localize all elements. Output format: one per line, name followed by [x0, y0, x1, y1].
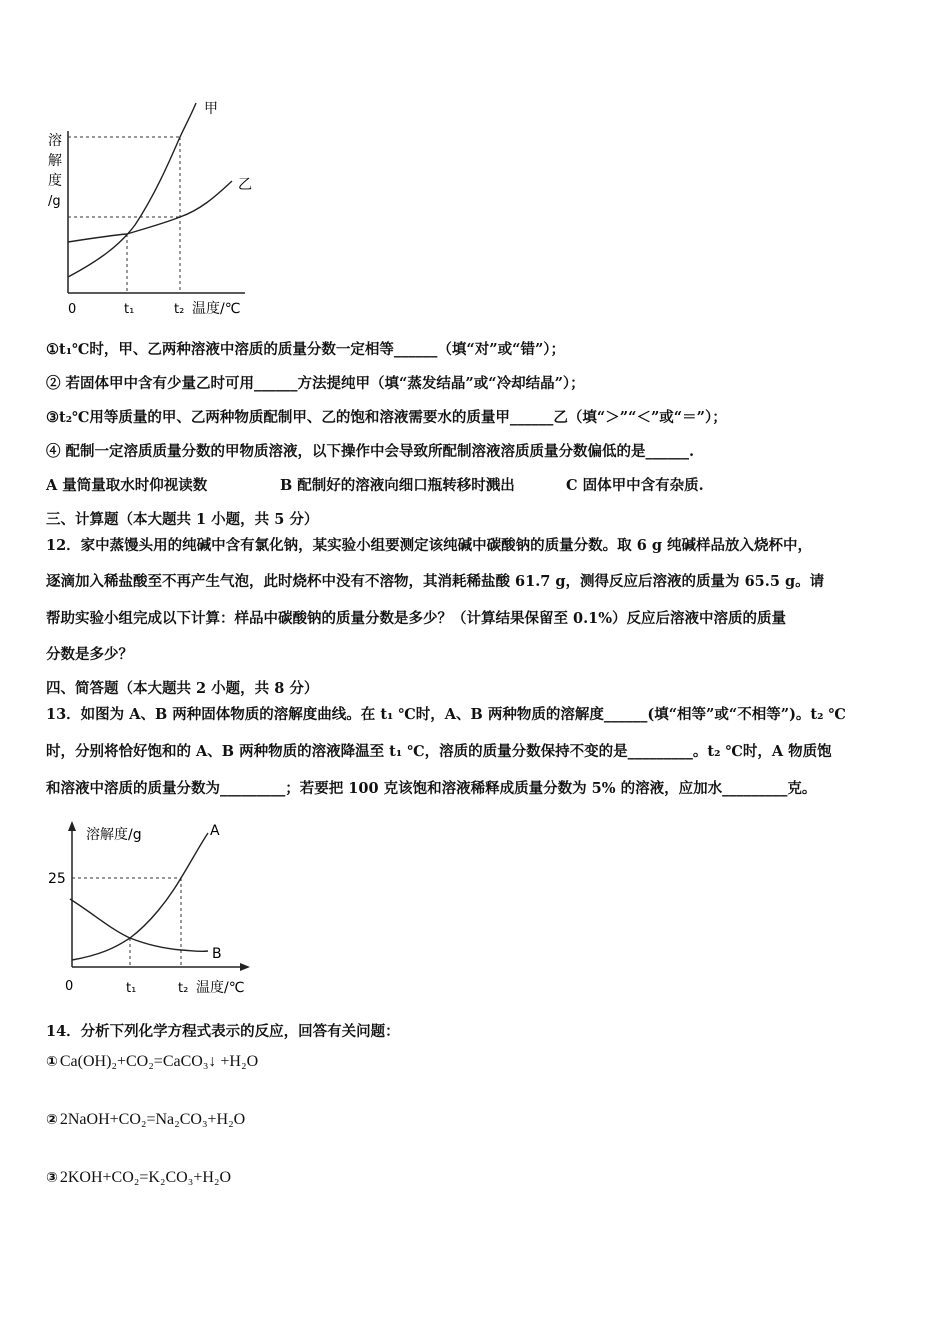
chart2-xtick-t1: t₁: [126, 981, 137, 996]
chart2-origin: 0: [65, 979, 74, 994]
chart1-xlabel: 温度/℃: [192, 301, 241, 317]
chart1-label-yi: 乙: [238, 177, 252, 193]
chart1-xtick-t1: t₁: [124, 302, 135, 317]
chart2-xlabel: 温度/℃: [196, 980, 245, 996]
chart2-xtick-t2: t₂: [178, 981, 189, 996]
chart2-x-arrow: [240, 963, 250, 971]
equation-1: [46, 1053, 258, 1071]
q12-line-2: 逐滴加入稀盐酸至不再产生气泡，此时烧杯中没有不溶物，其消耗稀盐酸 61.7 g，测得反应后溶液的质量为 65.5 g。请: [46, 573, 825, 590]
q11-statement-1: ①t₁℃时，甲、乙两种溶液中溶质的质量分数一定相等______（填“对”或“错”）；: [46, 341, 566, 358]
solubility-chart-1: [40, 95, 270, 330]
q12-line-1: 12．家中蒸馒头用的纯碱中含有氯化钠，某实验小组要测定该纯碱中碳酸钠的质量分数。取 6 g 纯碱样品放入烧杯中，: [46, 537, 813, 554]
equation-2-number: ②: [46, 1112, 58, 1128]
chart2-label-b: B: [212, 946, 222, 962]
q14-intro: 14．分析下列化学方程式表示的反应，回答有关问题：: [46, 1023, 400, 1040]
chart1-xtick-t2: t₂: [174, 302, 185, 317]
chart1-ylabel-4: /g: [48, 194, 61, 209]
q11-statement-3: ③t₂℃用等质量的甲、乙两种物质配制甲、乙的饱和溶液需要水的质量甲______乙（填“＞”“＜”或“＝”）；: [46, 409, 727, 426]
chart1-ylabel-2: 解: [48, 153, 62, 169]
chart1-label-jia: 甲: [204, 101, 218, 117]
chart2-series-b: [70, 899, 208, 951]
chart2-ytick-25: 25: [48, 871, 66, 887]
q13-line-1: 13．如图为 A、B 两种固体物质的溶解度曲线。在 t₁ ℃时，A、B 两种物质的溶解度______(填“相等”或“不相等”)。t₂ ℃: [46, 706, 846, 723]
q11-statement-2: ② 若固体甲中含有少量乙时可用______方法提纯甲（填“蒸发结晶”或“冷却结晶”）；: [46, 375, 585, 392]
q13-line-2: 时，分别将恰好饱和的 A、B 两种物质的溶液降温至 t₁ ℃，溶质的质量分数保持不变的是_________。t₂ ℃时，A 物质饱: [46, 743, 832, 760]
chart2-y-arrow: [68, 821, 76, 831]
chart1-series-yi: [68, 181, 232, 242]
section-3-title: 三、计算题（本大题共 1 小题，共 5 分）: [46, 511, 319, 528]
section-4-title: 四、简答题（本大题共 2 小题，共 8 分）: [46, 680, 319, 697]
equation-1-text: Ca(OH)₂+CO₂=CaCO₃↓ +H₂O: [59, 1053, 259, 1070]
equation-3: [46, 1169, 231, 1187]
equation-2-text: 2NaOH+CO₂=Na₂CO₃+H₂O: [59, 1111, 246, 1128]
chart1-origin: 0: [68, 302, 77, 317]
q11-option-c: C 固体甲中含有杂质.: [566, 477, 704, 494]
q12-line-3: 帮助实验小组完成以下计算：样品中碳酸钠的质量分数是多少？（计算结果保留至 0.1%）反应后溶液中溶质的质量: [46, 610, 787, 627]
q11-option-a: A 量筒量取水时仰视读数: [46, 477, 208, 494]
q13-line-3: 和溶液中溶质的质量分数为_________；若要把 100 克该饱和溶液稀释成质量分数为 5% 的溶液，应加水_________克。: [46, 780, 817, 797]
q11-statement-4: ④ 配制一定溶质质量分数的甲物质溶液，以下操作中会导致所配制溶液溶质质量分数偏低的是______.: [46, 443, 695, 460]
chart1-series-jia: [68, 103, 196, 277]
chart2-ylabel: 溶解度/g: [86, 827, 142, 843]
chart1-svg: [40, 95, 270, 330]
chart1-ylabel-3: 度: [48, 173, 62, 189]
chart2-svg: [40, 815, 270, 1000]
q12-line-4: 分数是多少？: [46, 646, 133, 663]
equation-3-text: 2KOH+CO₂=K₂CO₃+H₂O: [59, 1169, 232, 1186]
equation-2: [46, 1111, 245, 1129]
q11-option-b: B 配制好的溶液向细口瓶转移时溅出: [280, 477, 515, 494]
equation-1-number: ①: [46, 1054, 58, 1070]
chart2-label-a: A: [210, 823, 220, 839]
equation-3-number: ③: [46, 1170, 58, 1186]
solubility-chart-2: [40, 815, 270, 1000]
chart1-ylabel-1: 溶: [48, 133, 62, 149]
